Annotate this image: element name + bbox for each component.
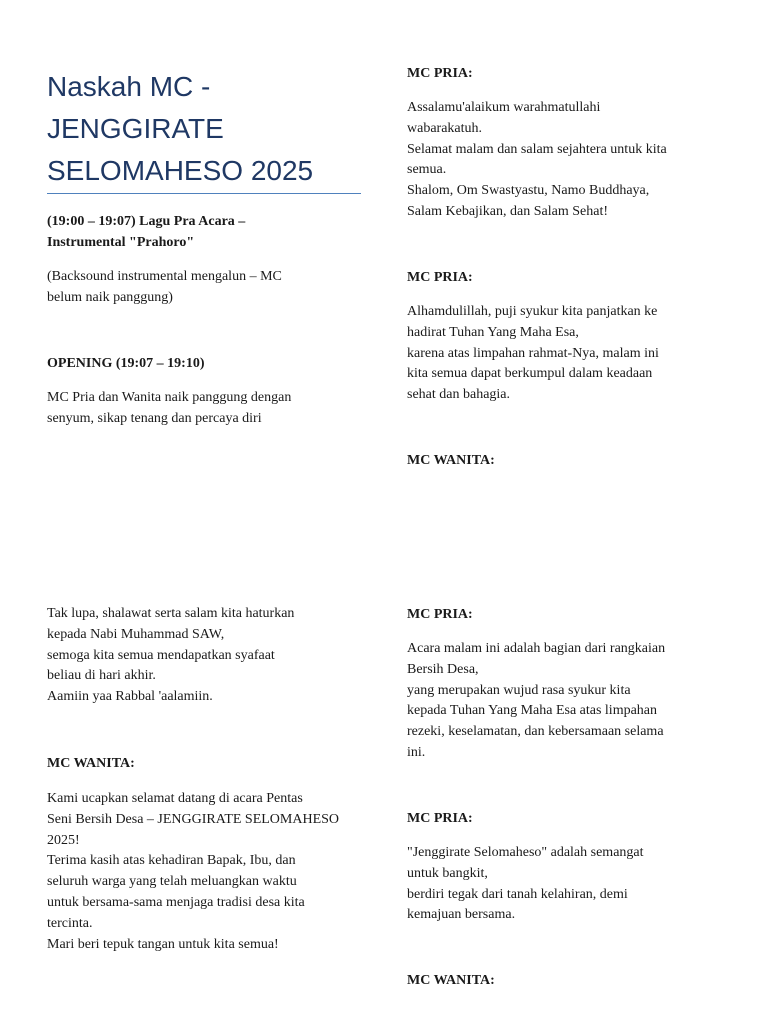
text-line: Terima kasih atas kehadiran Bapak, Ibu, dan — [47, 853, 296, 869]
mc-pria-label: MC PRIA: — [407, 270, 473, 285]
text-line: Alhamdulillah, puji syukur kita panjatkan ke — [407, 304, 658, 319]
shalawat-text — [47, 604, 365, 708]
opening-text — [47, 388, 365, 430]
text-line: Mari beri tepuk tangan untuk kita semua! — [47, 936, 279, 952]
heading-line: Instrumental "Prahoro" — [47, 234, 195, 250]
text-line: Assalamu'alaikum warahmatullahi — [407, 100, 601, 115]
text-line: rezeki, keselamatan, dan kebersamaan selama — [407, 724, 664, 740]
greeting-text — [407, 98, 727, 223]
text-line: Shalom, Om Swastyastu, Namo Buddhaya, — [407, 183, 650, 199]
text-line: seluruh warga yang telah meluangkan waktu — [47, 874, 297, 890]
welcome-text — [47, 789, 365, 955]
acara-text — [407, 639, 727, 764]
mc-pria-label: MC PRIA: — [407, 811, 473, 826]
pre-event-heading — [47, 212, 365, 254]
text-line: untuk bersama-sama menjaga tradisi desa kita — [47, 894, 305, 910]
title-line: Naskah MC - — [47, 71, 211, 102]
mc-wanita-label: MC WANITA: — [407, 453, 495, 468]
opening-heading: OPENING (19:07 – 19:10) — [47, 356, 205, 371]
text-line: "Jenggirate Selomaheso" adalah semangat — [407, 845, 644, 860]
text-line: Selamat malam dan salam sejahtera untuk kita — [407, 141, 667, 157]
text-line: semoga kita semua mendapatkan syafaat — [47, 647, 275, 663]
text-line: yang merupakan wujud rasa syukur kita — [407, 682, 631, 698]
text-line: MC Pria dan Wanita naik panggung dengan — [47, 390, 292, 405]
text-line: sehat dan bahagia. — [407, 387, 511, 403]
text-line: karena atas limpahan rahmat-Nya, malam ini — [407, 345, 659, 361]
text-line: kepada Nabi Muhammad SAW, — [47, 626, 225, 642]
text-line: 2025! — [47, 832, 80, 848]
backsound-note — [47, 267, 365, 309]
text-line: berdiri tegak dari tanah kelahiran, demi — [407, 886, 628, 902]
text-line: Kami ucapkan selamat datang di acara Pentas — [47, 791, 303, 806]
title-line: SELOMAHESO 2025 — [47, 155, 314, 186]
mc-wanita-label: MC WANITA: — [407, 973, 495, 988]
text-line: hadirat Tuhan Yang Maha Esa, — [407, 324, 579, 340]
text-line: ini. — [407, 744, 426, 760]
text-line: kepada Tuhan Yang Maha Esa atas limpahan — [407, 703, 658, 719]
text-line: untuk bangkit, — [407, 865, 488, 881]
text-line: Tak lupa, shalawat serta salam kita haturkan — [47, 606, 295, 621]
jenggirate-text — [407, 843, 727, 926]
title-line: JENGGIRATE — [47, 113, 224, 144]
text-line: beliau di hari akhir. — [47, 668, 156, 684]
note-line: belum naik panggung) — [47, 289, 173, 305]
alhamdulillah-text — [407, 302, 727, 406]
mc-wanita-label: MC WANITA: — [47, 756, 135, 771]
text-line: Salam Kebajikan, dan Salam Sehat! — [407, 203, 608, 219]
document-title — [47, 66, 367, 192]
note-line: (Backsound instrumental mengalun – MC — [47, 269, 282, 284]
text-line: Acara malam ini adalah bagian dari rangkaian — [407, 641, 666, 656]
title-divider — [47, 193, 361, 194]
text-line: Aamiin yaa Rabbal 'aalamiin. — [47, 689, 213, 705]
mc-pria-label: MC PRIA: — [407, 607, 473, 622]
text-line: Bersih Desa, — [407, 661, 479, 677]
text-line: Seni Bersih Desa – JENGGIRATE SELOMAHESO — [47, 811, 340, 827]
mc-pria-label: MC PRIA: — [407, 66, 473, 81]
text-line: tercinta. — [47, 915, 93, 931]
text-line: wabarakatuh. — [407, 120, 483, 136]
text-line: kemajuan bersama. — [407, 907, 516, 923]
text-line: kita semua dapat berkumpul dalam keadaan — [407, 366, 653, 382]
text-line: semua. — [407, 162, 447, 178]
heading-line: (19:00 – 19:07) Lagu Pra Acara – — [47, 214, 246, 229]
text-line: senyum, sikap tenang dan percaya diri — [47, 410, 262, 426]
